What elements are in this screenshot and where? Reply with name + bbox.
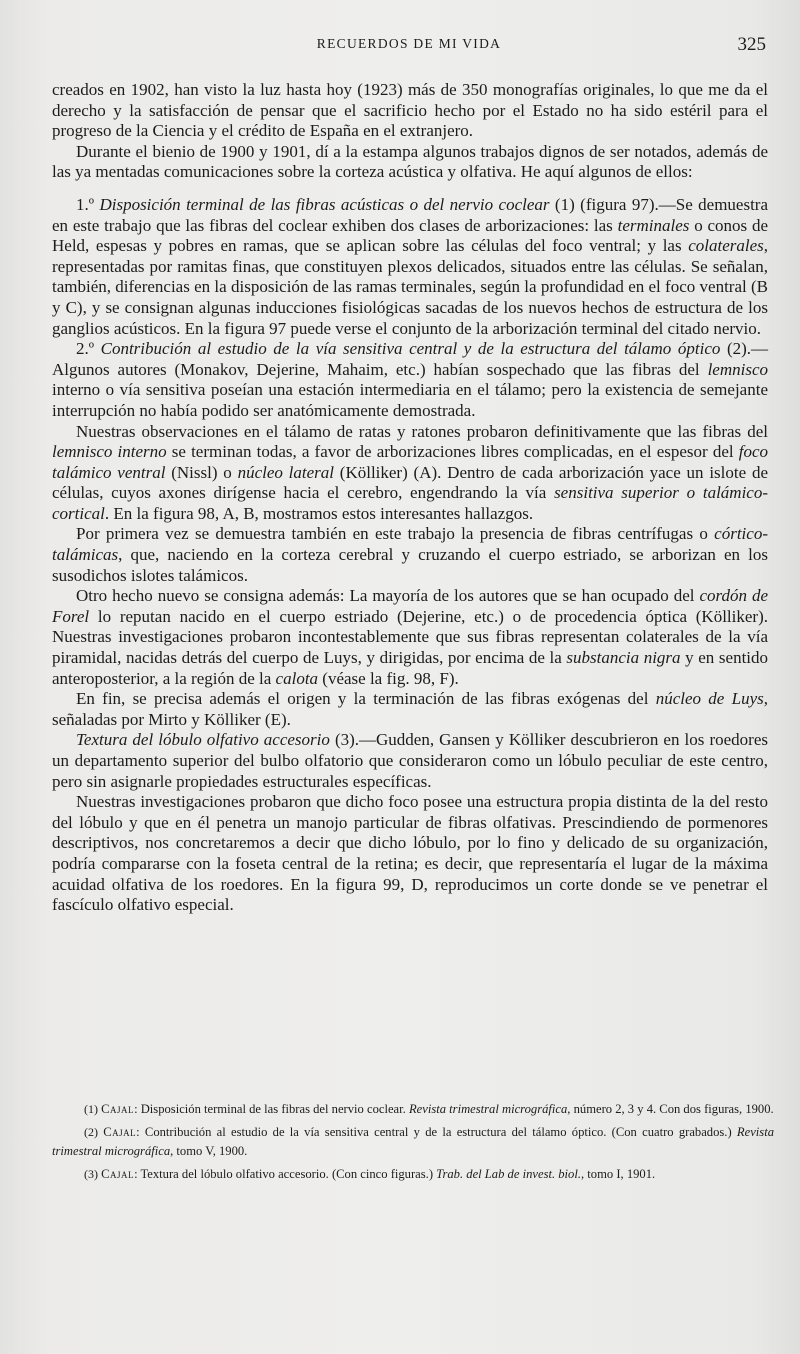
footnote-author: Cajal [103, 1124, 137, 1139]
item-number: 1.º [76, 194, 95, 214]
paragraph: Por primera vez se demuestra también en este trabajo la presencia de fibras centrífugas o córtico-talámicas, que, naciendo en la corteza cerebral y cruzando el cuerpo estriado, se arborizan en los susodichos islotes talámicos. [52, 524, 768, 585]
footnote-ref: (1) [554, 194, 575, 214]
footnote-author: Cajal [101, 1102, 135, 1116]
footnote-ref: (2) [726, 339, 747, 359]
running-title: RECUERDOS DE MI VIDA [316, 36, 502, 51]
footnote: (3) Cajal: Textura del lóbulo olfativo accesorio. (Con cinco figuras.) Trab. del Lab de invest. biol., tomo I, 1901. [84, 1166, 656, 1181]
body-text [52, 80, 768, 916]
footnote: (2) Cajal: Contribución al estudio de la vía sensitiva central y de la estructura del tálamo óptico. (Con cuatro grabados.) Revista trimestral micrográfica, tomo V, 1900. [52, 1124, 774, 1158]
footnote-author: Cajal [101, 1166, 135, 1181]
footnote: (1) Cajal: Disposición terminal de las fibras del nervio coclear. Revista trimestral micrográfica, número 2, 3 y 4. Con dos figuras, 1900. [84, 1102, 774, 1116]
footnote-mark: (1) [84, 1102, 98, 1116]
paragraph: Otro hecho nuevo se consigna además: La mayoría de los autores que se han ocupado del cordón de Forel lo reputan nacido en el cuerpo estriado (Dejerine, etc.) o de procedencia óptica (Kölliker). Nuestras investigaciones probaron incontestablemente que sus fibras representan colaterales de la vía piramidal, nacidas detrás del cuerpo de Luys, y dirigidas, por encima de la substancia nigra y en sentido anteroposterior, a la región de la calota (véase la fig. 98, F). [52, 586, 769, 688]
item-title: Contribución al estudio de la vía sensitiva central y de la estructura del tálamo óptico [100, 339, 721, 359]
list-item-1: 1.º Disposición terminal de las fibras acústicas o del nervio coclear (1) (figura 97).—Se demuestra en este trabajo que las fibras del coclear exhiben dos clases de arborizaciones: las terminales o conos de Held, espesas y pobres en ramas, que se aplican sobre las células del foco ventral; y las colaterales, representadas por ramitas finas, que constituyen plexos delicados, situados entre las células. Se señalan, también, diferencias en la disposición de las ramas terminales, según la profundidad en el foco ventral (B y C), y se consignan algunas inducciones fisiológicas sacadas de los nuevos hechos de estructura de los ganglios acústicos. En la figura 97 puede verse el conjunto de la arborización terminal del citado nervio. [52, 194, 769, 338]
paragraph: Durante el bienio de 1900 y 1901, dí a la estampa algunos trabajos dignos de ser notados, además de las ya mentadas comunicaciones sobre la corteza acústica y olfativa. He aquí algunos de ellos: [52, 141, 768, 182]
footnotes [52, 1100, 774, 1187]
page-header [48, 34, 770, 58]
list-item-2: 2.º Contribución al estudio de la vía sensitiva central y de la estructura del tálamo óptico (2).—Algunos autores (Monakov, Dejerine, Mahaim, etc.) habían sospechado que las fibras del lemnisco interno o vía sensitiva poseían una estación intermediaria en el tálamo; pero la existencia de semejante interrupción no había podido ser anatómicamente demostrada. [52, 339, 769, 420]
footnote-mark: (2) [84, 1124, 98, 1139]
footnote-mark: (3) [84, 1166, 98, 1181]
page-number: 325 [737, 34, 766, 55]
item-number: 2.º [76, 339, 95, 359]
paragraph: En fin, se precisa además el origen y la terminación de las fibras exógenas del núcleo de Luys, señaladas por Mirto y Kölliker (E). [52, 689, 768, 729]
item-title: Disposición terminal de las fibras acústicas o del nervio coclear [99, 194, 550, 214]
list-item-3: Textura del lóbulo olfativo accesorio (3).—Gudden, Gansen y Kölliker descubrieron en los roedores un departamento superior del bulbo olfatorio que consideraron como un lóbulo peculiar de este centro, pero sin asignarle propiedades estructurales específicas. [52, 730, 768, 791]
paragraph: Nuestras investigaciones probaron que dicho foco posee una estructura propia distinta de la del resto del lóbulo y que en él penetra un manojo particular de fibras olfativas. Prescindiendo de pormenores descriptivos, nos concretaremos a decir que dicho lóbulo, por lo fino y delicado de su organización, podría compararse con la foseta central de la retina; es decir, que representaría el lugar de la máxima acuidad olfativa de los roedores. En la figura 99, D, reproducimos un corte donde se ve penetrar el fascículo olfativo especial. [52, 792, 768, 915]
footnote-ref: (3) [334, 730, 355, 750]
paragraph: creados en 1902, han visto la luz hasta hoy (1923) más de 350 monografías originales, lo que me da el derecho y la satisfacción de pensar que el sacrificio hecho por el Estado no ha sido estéril para el progreso de la Ciencia y el crédito de España en el extranjero. [52, 80, 768, 141]
item-title: Textura del lóbulo olfativo accesorio [76, 730, 330, 750]
paragraph: Nuestras observaciones en el tálamo de ratas y ratones probaron definitivamente que las fibras del lemnisco interno se terminan todas, a favor de arborizaciones libres complicadas, en el espesor del foco talámico ventral (Nissl) o núcleo lateral (Kölliker) (A). Dentro de cada arborización yace un islote de células, cuyos axones dirígense hacia el cerebro, engendrando la vía sensitiva superior o talámico-cortical. En la figura 98, A, B, mostramos estos interesantes hallazgos. [52, 421, 768, 523]
